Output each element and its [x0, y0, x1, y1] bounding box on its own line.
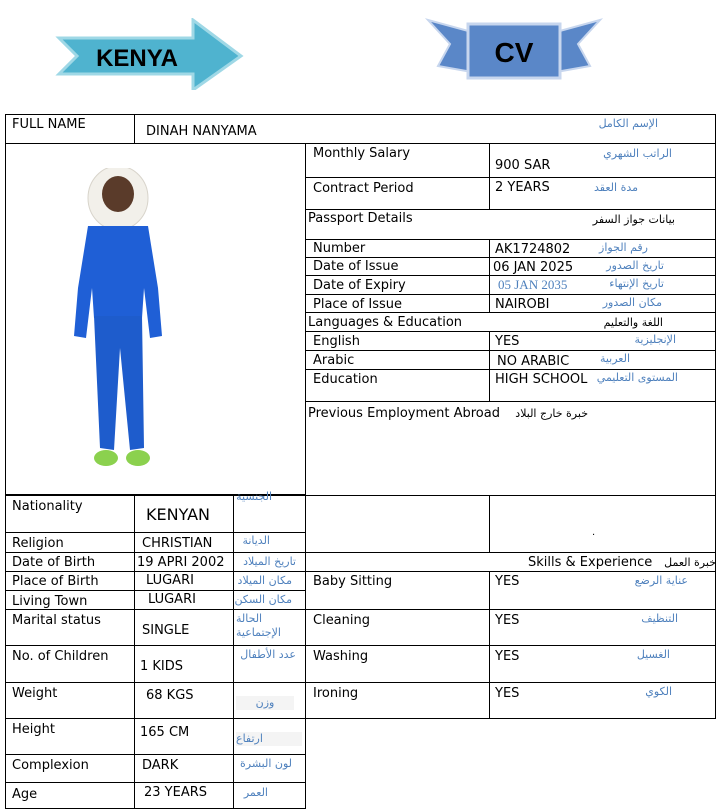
- english-label: English: [313, 334, 360, 349]
- height-value: 165 CM: [140, 725, 190, 740]
- passport-number-value: AK1724802: [495, 242, 571, 257]
- marital-value: SINGLE: [142, 623, 190, 638]
- washing-ar: الغسيل: [636, 648, 670, 661]
- education-label: Education: [313, 372, 378, 387]
- issue-place-ar: مكان الصدور: [602, 296, 662, 309]
- children-label: No. of Children: [12, 649, 109, 664]
- ribbon-left-tail: [428, 20, 472, 72]
- arabic-ar: العربية: [599, 352, 630, 365]
- pob-ar: مكان الميلاد: [237, 574, 292, 587]
- ironing-ar: الكوي: [645, 685, 672, 698]
- cleaning-value: YES: [495, 613, 520, 628]
- expiry-date-ar: تاريخ الإنتهاء: [609, 277, 664, 290]
- face-icon: [102, 176, 134, 212]
- complexion-ar: لون البشرة: [240, 757, 292, 770]
- salary-label: Monthly Salary: [313, 146, 411, 161]
- children-value: 1 KIDS: [140, 659, 184, 674]
- passport-title-ar: بيانات جواز السفر: [592, 213, 675, 226]
- age-ar: العمر: [243, 786, 268, 799]
- languages-title: Languages & Education: [308, 315, 463, 330]
- babysitting-label: Baby Sitting: [313, 574, 393, 589]
- height-ar: ارتفاع: [236, 732, 302, 746]
- weight-value: 68 KGS: [146, 688, 194, 703]
- english-ar: الإنجليزية: [634, 333, 676, 346]
- ironing-value: YES: [495, 686, 520, 701]
- employment-title: Previous Employment Abroad: [308, 406, 500, 421]
- children-ar: عدد الأطفال: [240, 648, 296, 661]
- religion-value: CHRISTIAN: [142, 536, 213, 551]
- contract-ar: مدة العقد: [594, 181, 638, 194]
- skills-title-cell: [305, 552, 716, 572]
- education-value: HIGH SCHOOL: [495, 372, 588, 387]
- issue-place-label: Place of Issue: [313, 297, 402, 312]
- nationality-ar: الجنسية: [236, 490, 272, 503]
- nationality-value: KENYAN: [146, 505, 211, 524]
- complexion-value: DARK: [142, 758, 179, 773]
- passport-number-label: Number: [313, 241, 366, 256]
- issue-place-value: NAIROBI: [495, 297, 550, 312]
- contract-value: 2 YEARS: [495, 180, 550, 195]
- full-name-label: FULL NAME: [12, 117, 86, 132]
- marital-ar: الحالة الإجتماعية: [236, 612, 281, 639]
- english-value: YES: [495, 334, 520, 349]
- arabic-label: Arabic: [313, 353, 355, 368]
- ironing-label: Ironing: [313, 686, 359, 701]
- washing-value: YES: [495, 649, 520, 664]
- skills-title: Skills & Experience: [528, 555, 653, 570]
- full-name-ar: الإسم الكامل: [598, 117, 658, 130]
- issue-date-value: 06 JAN 2025: [493, 260, 574, 275]
- arabic-value: NO ARABIC: [497, 354, 570, 369]
- cv-title: CV: [494, 37, 534, 68]
- country-title: KENYA: [96, 45, 178, 72]
- education-ar: المستوى التعليمي: [596, 371, 678, 384]
- languages-title-ar: اللغة والتعليم: [603, 316, 663, 329]
- washing-label: Washing: [313, 649, 369, 664]
- washing-value-cell: [489, 645, 716, 683]
- dob-ar: تاريخ الميلاد: [243, 555, 296, 568]
- age-label: Age: [12, 787, 38, 802]
- ribbon-right-tail: [556, 20, 600, 72]
- blank-cell-mark: .: [592, 527, 596, 538]
- weight-ar: وزن: [236, 696, 294, 710]
- salary-value: 900 SAR: [495, 158, 551, 173]
- issue-date-ar: تاريخ الصدور: [606, 259, 664, 272]
- scrub-pants-icon: [94, 316, 144, 450]
- weight-label: Weight: [12, 686, 58, 701]
- expiry-date-label: Date of Expiry: [313, 278, 406, 293]
- shoe-right-icon: [126, 450, 150, 466]
- cleaning-label: Cleaning: [313, 613, 370, 628]
- pob-label: Place of Birth: [12, 574, 99, 589]
- dob-value: 19 APRI 2002: [137, 555, 225, 570]
- cv-ribbon-banner: [424, 14, 604, 84]
- nationality-label: Nationality: [12, 499, 83, 514]
- blank-cell-left: [305, 495, 490, 553]
- cleaning-ar: التنظيف: [641, 612, 678, 625]
- contract-label: Contract Period: [313, 181, 414, 196]
- babysitting-ar: عناية الرضع: [634, 574, 688, 587]
- passport-number-ar: رقم الجواز: [599, 241, 648, 254]
- dob-label: Date of Birth: [12, 555, 96, 570]
- ironing-value-cell: [489, 682, 716, 719]
- issue-date-label: Date of Issue: [313, 259, 399, 274]
- age-value: 23 YEARS: [144, 785, 208, 800]
- expiry-date-value: 05 JAN 2035: [498, 277, 568, 292]
- shoe-left-icon: [94, 450, 118, 466]
- full-name-value: DINAH NANYAMA: [146, 124, 257, 139]
- salary-ar: الراتب الشهري: [603, 147, 672, 160]
- town-ar: مكان السكن: [234, 593, 292, 606]
- town-label: Living Town: [12, 594, 88, 609]
- skills-title-ar: خبرة العمل: [664, 556, 716, 569]
- kenya-arrow-banner: [55, 18, 245, 90]
- cleaning-value-cell: [489, 609, 716, 646]
- blank-cell-right: [489, 495, 716, 553]
- employment-title-ar: خبرة خارج البلاد: [515, 407, 588, 420]
- pob-value: LUGARI: [146, 573, 194, 588]
- religion-label: Religion: [12, 536, 64, 551]
- religion-ar: الديانة: [242, 534, 270, 547]
- passport-title: Passport Details: [308, 211, 413, 226]
- babysitting-value: YES: [495, 574, 520, 589]
- candidate-photo: [70, 168, 170, 473]
- height-label: Height: [12, 722, 55, 737]
- complexion-label: Complexion: [12, 758, 89, 773]
- town-value: LUGARI: [148, 592, 196, 607]
- marital-label: Marital status: [12, 613, 101, 628]
